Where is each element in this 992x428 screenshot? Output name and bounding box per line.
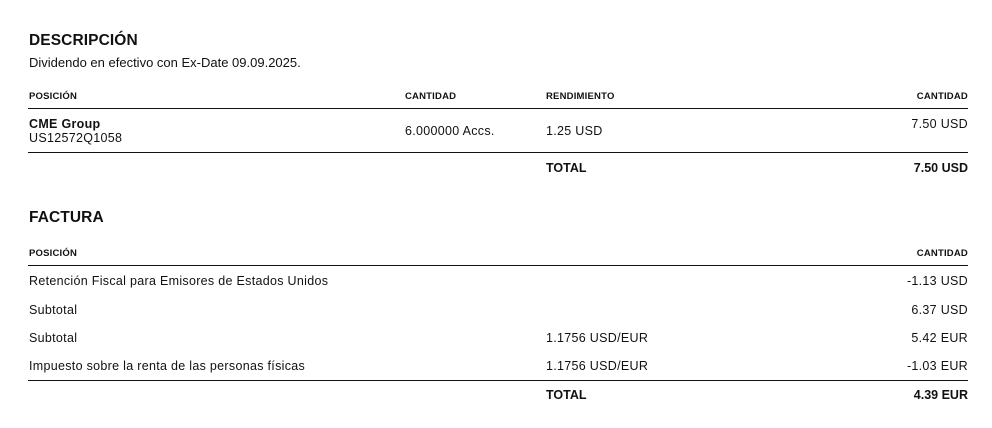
invoice-row-rate: 1.1756 USD/EUR	[546, 359, 649, 373]
factura-total-value: 4.39 EUR	[913, 388, 968, 402]
descripcion-title: DESCRIPCIÓN	[29, 32, 138, 49]
header-divider	[28, 108, 968, 109]
row-divider	[28, 152, 968, 153]
column-header-posicion: POSICIÓN	[29, 91, 78, 102]
factura-header-posicion: POSICIÓN	[29, 248, 78, 259]
invoice-row-amount: 5.42 EUR	[911, 331, 968, 345]
position-name: CME Group	[29, 117, 101, 131]
factura-header-divider	[28, 265, 968, 266]
factura-header-cantidad: CANTIDAD	[916, 248, 968, 259]
column-header-cantidad-total: CANTIDAD	[916, 91, 968, 102]
invoice-row-rate: 1.1756 USD/EUR	[546, 331, 649, 345]
factura-total-label: TOTAL	[546, 388, 587, 402]
descripcion-total-value: 7.50 USD	[913, 161, 968, 175]
factura-title: FACTURA	[29, 209, 104, 226]
invoice-row-amount: -1.13 USD	[906, 274, 968, 288]
descripcion-total-label: TOTAL	[546, 161, 587, 175]
column-header-cantidad: CANTIDAD	[405, 91, 457, 102]
factura-total-divider	[28, 380, 968, 381]
invoice-row-amount: 6.37 USD	[911, 303, 968, 317]
invoice-row-label: Subtotal	[29, 303, 78, 317]
position-isin: US12572Q1058	[29, 131, 123, 145]
invoice-row-amount: -1.03 EUR	[906, 359, 968, 373]
invoice-row-label: Subtotal	[29, 331, 78, 345]
position-shares: 6.000000 Accs.	[405, 124, 495, 138]
invoice-row-label: Retención Fiscal para Emisores de Estados Unidos	[29, 274, 329, 288]
descripcion-subtitle: Dividendo en efectivo con Ex-Date 09.09.2025.	[29, 55, 301, 70]
position-yield: 1.25 USD	[546, 124, 603, 138]
invoice-row-label: Impuesto sobre la renta de las personas físicas	[29, 359, 306, 373]
column-header-rendimiento: RENDIMIENTO	[546, 91, 615, 102]
position-amount: 7.50 USD	[911, 117, 968, 131]
